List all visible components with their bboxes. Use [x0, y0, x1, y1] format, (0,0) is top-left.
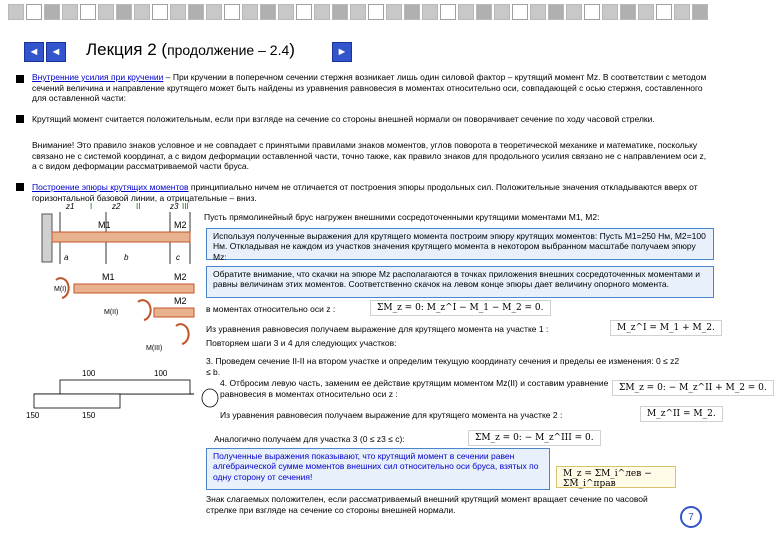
epure-value-bottom-2: 150 — [82, 411, 96, 420]
callout-algebraic-sum-text: Полученные выражения показывают, что крутящий момент в сечении равен алгебраической сумме моментов внешних сил относительно оси бруса, взятых по одну сторону от сечения! — [213, 451, 539, 482]
paragraph-heading: Внутренние усилия при кручении — [32, 72, 164, 82]
formula-general: M_z = ΣM_i^лев − ΣM_i^прав — [556, 466, 676, 488]
text-step-3: 3. Проведем сечение II-II на втором участке и определим текущую координату сечения и пределы ее изменения: 0 ≤ z2 ≤ b. — [206, 356, 680, 377]
bullet-2 — [16, 115, 24, 123]
formula-section-2: M_z^II = M_2. — [640, 406, 723, 422]
title-close: ) — [289, 40, 295, 59]
paragraph-epure-heading: Построение эпюры крутящих моментов — [32, 182, 189, 192]
title-main: Лекция 2 ( — [86, 40, 168, 59]
label-section-III: III — [182, 202, 189, 211]
label-M2-part2: M2 — [174, 296, 187, 306]
epure-mz-marker — [202, 389, 218, 407]
label-M1-part: M1 — [102, 272, 115, 282]
label-MzIII: M(III) — [146, 345, 163, 352]
paragraph-body: – При кручении в поперечном сечении стержня возникает лишь один силовой фактор – крутящий момент Mz. В соответствии с методом сечений величина и направление крутящего может быть найдены из уравнения равновесия в моментах относительно оси, совпадающей с осью стержня, составленного для оставленной части: — [32, 72, 707, 104]
formula-equilibrium-2: ΣM_z = 0: − M_z^II + M_2 = 0. — [612, 380, 774, 396]
paragraph-epure-body: принципиально ничем не отличается от построения эпюры продольных сил. Положительные значения откладываются вверх от горизонтальной базовой линии, а отрицательные – вниз. — [32, 182, 698, 203]
epure-value-bottom-1: 150 — [26, 411, 40, 420]
formula-equilibrium-1: ΣM_z = 0: M_z^I − M_1 − M_2 = 0. — [370, 300, 551, 316]
epure-negative-block — [34, 394, 120, 408]
text-sign-note: Знак слагаемых положителен, если рассматриваемый внешний крутящий момент вращает сечение по часовой стрелке при взгляде на сечение со стороны внешней нормали. — [206, 494, 648, 515]
epure-value-top-1: 100 — [82, 369, 96, 378]
page-number: 7 — [680, 506, 702, 528]
nav-prev-page-button[interactable]: ◄ — [46, 42, 66, 62]
label-section-II: II — [136, 202, 141, 211]
bullet-1 — [16, 75, 24, 83]
formula-equilibrium-3: ΣM_z = 0: − M_z^III = 0. — [468, 430, 601, 446]
text-moments-axis: в моментах относительно оси z : — [206, 304, 336, 314]
paragraph-internal-forces — [32, 72, 712, 104]
formula-section-1: M_z^I = M_1 + M_2. — [610, 320, 722, 336]
text-step-4: 4. Отбросим левую часть, заменим ее действие крутящим моментом Mz(II) и составим уравнение равновесия в моментах относительно оси z : — [220, 378, 609, 399]
rod-part-1 — [74, 284, 194, 293]
bullet-3 — [16, 183, 24, 191]
callout-epure-construction: Используя полученные выражения для крутящего момента построим эпюру крутящих моментов: Пусть M1=250 Нм, M2=100 Нм. Откладывая не каждом из участков значения крутящего момента в некотором выбранном масштабе получаем эпюру Mz: — [206, 228, 714, 260]
label-M2-top: M2 — [174, 220, 187, 230]
label-b: b — [124, 253, 129, 262]
label-M2-part: M2 — [174, 272, 187, 282]
label-section-I: I — [90, 202, 93, 211]
label-z2: z2 — [112, 202, 121, 211]
paragraph-rod-intro: Пусть прямолинейный брус нагружен внешними сосредоточенными крутящими моментами M1, M2: — [204, 212, 600, 222]
label-c: c — [176, 253, 180, 262]
nav-next-button[interactable]: ► — [332, 42, 352, 62]
callout-algebraic-sum — [206, 448, 550, 490]
paragraph-sign-rule: Крутящий момент считается положительным, если при взгляде на сечение со стороны внешней нормали он поворачивает сечение по ходу часовой стрелки. — [32, 114, 655, 124]
label-MzII: M(II) — [104, 309, 119, 316]
rod-bar — [52, 232, 190, 242]
rod-part-2 — [154, 308, 194, 317]
nav-prev-button[interactable]: ◄ — [24, 42, 44, 62]
decorative-tile-strip — [0, 0, 720, 30]
text-section-1-result: Из уравнения равновесия получаем выражение для крутящего момента на участке 1 : — [206, 324, 549, 334]
epure-positive-block — [60, 380, 190, 394]
label-z1: z1 — [66, 202, 75, 211]
support-wall — [42, 214, 52, 262]
text-section-2-result: Из уравнения равновесия получаем выражение для крутящего момента на участке 2 : — [220, 410, 563, 420]
moment-arrow-2 — [138, 300, 151, 320]
text-section-3: Аналогично получаем для участка 3 (0 ≤ z3 ≤ c): — [214, 434, 405, 444]
label-M1-top: M1 — [98, 220, 111, 230]
label-MzI: M(I) — [54, 286, 67, 293]
title-sub: продолжение – 2.4 — [167, 42, 290, 58]
label-a: a — [64, 253, 69, 262]
callout-jumps-note: Обратите внимание, что скачки на эпюре Mz располагаются в точках приложения внешних сосредоточенных моментами и равны величинам этих моментов. Соответственно скачок на левом конце эпюры дает величину опорного момента. — [206, 266, 714, 298]
paragraph-attention: Внимание! Это правило знаков условное и не совпадает с принятыми правилами знаков моментов, углов поворота в теоретической механике и математике, поскольку связано не с системой координат, а с видом деформации оставленной части, точно также, как правило знаков для продольного усилия связано не с направлением оси z, а с видом деформации рассматриваемой части бруса. — [32, 140, 707, 172]
label-z3: z3 — [170, 202, 179, 211]
moment-arrow-3 — [176, 324, 189, 344]
page-title — [86, 40, 295, 60]
text-repeat-steps: Повторяем шаги 3 и 4 для следующих участков: — [206, 338, 397, 348]
rod-diagram — [20, 200, 205, 430]
epure-value-top-2: 100 — [154, 369, 168, 378]
